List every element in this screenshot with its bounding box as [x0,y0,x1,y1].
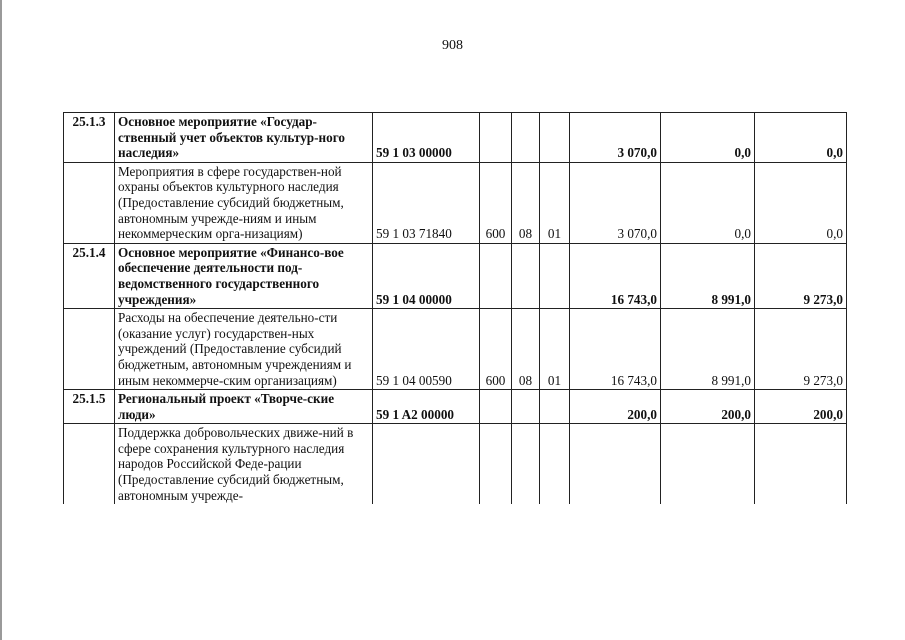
budget-table [63,112,847,504]
row-amount-year-3: 200,0 [755,390,847,424]
row-name: Основное мероприятие «Государ-ственный учет объектов культур-ного наследия» [115,113,373,163]
row-subsection [540,424,570,504]
row-subsection [540,243,570,308]
table-row [64,243,847,308]
row-number: 25.1.4 [64,243,115,308]
row-code: 59 1 04 00590 [373,309,480,390]
row-number: 25.1.3 [64,113,115,163]
row-group [480,243,512,308]
row-number [64,309,115,390]
row-amount-year-2: 200,0 [661,390,755,424]
row-section [512,113,540,163]
row-name: Мероприятия в сфере государствен-ной охраны объектов культурного наследия (Предоставление субсидий бюджетным, автономным учрежде-ниям и иным некоммерческим орга-низациям) [115,162,373,243]
row-amount-year-2 [661,424,755,504]
table-row [64,390,847,424]
row-amount-year-3: 9 273,0 [755,243,847,308]
row-number: 25.1.5 [64,390,115,424]
row-amount-year-2: 8 991,0 [661,243,755,308]
row-code: 59 1 04 00000 [373,243,480,308]
row-code: 59 1 03 00000 [373,113,480,163]
row-section [512,390,540,424]
row-section [512,243,540,308]
row-subsection: 01 [540,309,570,390]
row-code: 59 1 A2 00000 [373,390,480,424]
row-amount-year-3 [755,424,847,504]
row-group [480,113,512,163]
row-subsection [540,113,570,163]
row-number [64,162,115,243]
row-amount-year-1: 16 743,0 [570,309,661,390]
row-code: 59 1 03 71840 [373,162,480,243]
scan-edge-line [0,0,2,640]
row-amount-year-2: 8 991,0 [661,309,755,390]
row-amount-year-1: 16 743,0 [570,243,661,308]
row-number [64,424,115,504]
row-name: Расходы на обеспечение деятельно-сти (оказание услуг) государствен-ных учреждений (Предоставление субсидий бюджетным, автономным учреждениям и иным некоммерче-ским организациям) [115,309,373,390]
row-amount-year-1: 200,0 [570,390,661,424]
row-group: 600 [480,309,512,390]
table-row [64,113,847,163]
row-code [373,424,480,504]
row-amount-year-3: 0,0 [755,113,847,163]
row-group [480,424,512,504]
row-name: Региональный проект «Творче-ские люди» [115,390,373,424]
table-row [64,309,847,390]
row-group [480,390,512,424]
row-section [512,424,540,504]
page-number: 908 [442,38,463,53]
table-row [64,424,847,504]
row-subsection [540,390,570,424]
row-section: 08 [512,309,540,390]
row-amount-year-1: 3 070,0 [570,162,661,243]
row-amount-year-1: 3 070,0 [570,113,661,163]
table-row [64,162,847,243]
row-name: Основное мероприятие «Финансо-вое обеспечение деятельности под-ведомственного государственного учреждения» [115,243,373,308]
row-name: Поддержка добровольческих движе-ний в сфере сохранения культурного наследия народов Российской Феде-рации (Предоставление субсидий бюджетным, автономным учрежде- [115,424,373,504]
row-section: 08 [512,162,540,243]
row-group: 600 [480,162,512,243]
row-amount-year-3: 9 273,0 [755,309,847,390]
row-amount-year-1 [570,424,661,504]
row-amount-year-3: 0,0 [755,162,847,243]
row-amount-year-2: 0,0 [661,162,755,243]
row-amount-year-2: 0,0 [661,113,755,163]
row-subsection: 01 [540,162,570,243]
